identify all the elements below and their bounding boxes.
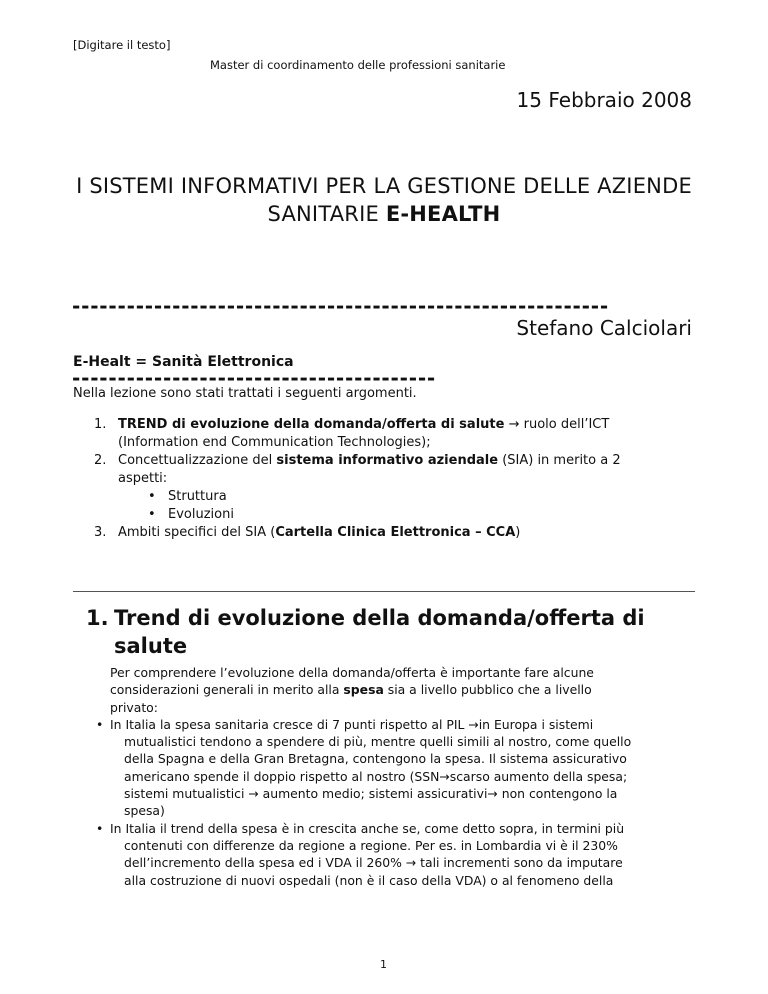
sublist-item: • Struttura [148,488,694,506]
page-number: 1 [380,958,387,971]
bullet-line: dell’incremento della spesa ed i VDA il 260% → tali incrementi sono da imputare [124,855,623,871]
topic-bold: TREND di evoluzione della domanda/offerta di salute [118,417,505,432]
subheading: E-Healt = Sanità Elettronica [73,354,294,370]
topic-number: 1. [94,417,107,432]
bullet-line: americano spende il doppio rispetto al nostro (SSN→scarso aumento della spesa; [124,768,628,784]
paragraph-text: considerazioni generali in merito alla [110,682,344,698]
bullet-line: • In Italia la spesa sanitaria cresce di 7 punti rispetto al PIL →in Europa i sistemi [110,716,594,732]
bullet-line: della Spagna e della Gran Bretagna, contengono la spesa. Il sistema assicurativo [124,751,627,767]
bullet-item-2 [94,820,700,889]
section-heading [86,604,686,660]
bullet-line: alla costruzione di nuovi ospedali (non è il caso della VDA) o al fenomeno della [124,872,614,888]
header-course: Master di coordinamento delle professioni sanitarie [210,58,506,72]
topic-bold: sistema informativo aziendale [276,453,499,468]
topic-sublist [118,488,694,524]
paragraph [110,664,700,716]
intro-text: Nella lezione sono stati trattati i seguenti argomenti. [73,386,417,401]
topic-number: 2. [94,453,107,468]
bullet-line: • In Italia il trend della spesa è in crescita anche se, come detto sopra, in termini più [110,820,625,836]
title-line2-bold: E-HEALTH [385,202,501,226]
topic-text: Ambiti specifici del SIA ( [118,525,276,540]
topic-text: ) [515,525,521,540]
paragraph-line: Per comprendere l’evoluzione della domanda/offerta è importante fare alcune [110,665,594,680]
dash-line1: ----------------------------------------------------------- [72,294,609,318]
section-title-line1: Trend di evoluzione della domanda/offerta di [114,606,645,630]
document-title [70,172,698,228]
section-body [110,664,700,889]
section-number: 1. [86,606,109,630]
bullet-item-1 [94,716,700,820]
document-date: 15 Febbraio 2008 [516,88,692,112]
topic-number: 3. [94,525,107,540]
title-line2-plain: SANITARIE [267,202,386,226]
topic-text: (Information end Communication Technologies); [118,435,431,450]
title-line2 [70,200,698,228]
topic-text: Concettualizzazione del [118,453,277,468]
bullet-line: mutualistici tendono a spendere di più, mentre quelli simili al nostro, come quello [124,734,632,750]
horizontal-rule [73,591,695,592]
bullet-line: spesa) [124,803,165,819]
dash-line2: ---------------------------------------- [72,366,437,390]
topic-item-3 [94,524,694,542]
topic-text: (SIA) in merito a 2 [498,453,621,468]
topic-item-2 [94,452,694,524]
topic-bold: Cartella Clinica Elettronica – CCA [275,525,516,540]
author-name: Stefano Calciolari [516,316,692,340]
paragraph-line [110,681,700,698]
topic-text: aspetti: [118,471,168,486]
paragraph-text: sia a livello pubblico che a livello [383,682,592,698]
paragraph-bold: spesa [343,682,384,698]
section-title-line2: salute [114,634,188,658]
topic-item-1 [94,416,694,452]
paragraph-line: privato: [110,699,158,715]
sublist-item: • Evoluzioni [148,506,694,524]
header-placeholder: [Digitare il testo] [73,38,171,52]
title-line1: I SISTEMI INFORMATIVI PER LA GESTIONE DELLE AZIENDE [76,174,692,198]
topic-text: → ruolo dell’ICT [504,417,610,432]
topics-list [94,416,694,542]
bullet-line: sistemi mutualistici → aumento medio; sistemi assicurativi→ non contengono la [124,786,618,802]
bullet-line: contenuti con differenze da regione a regione. Per es. in Lombardia vi è il 230% [124,837,618,853]
